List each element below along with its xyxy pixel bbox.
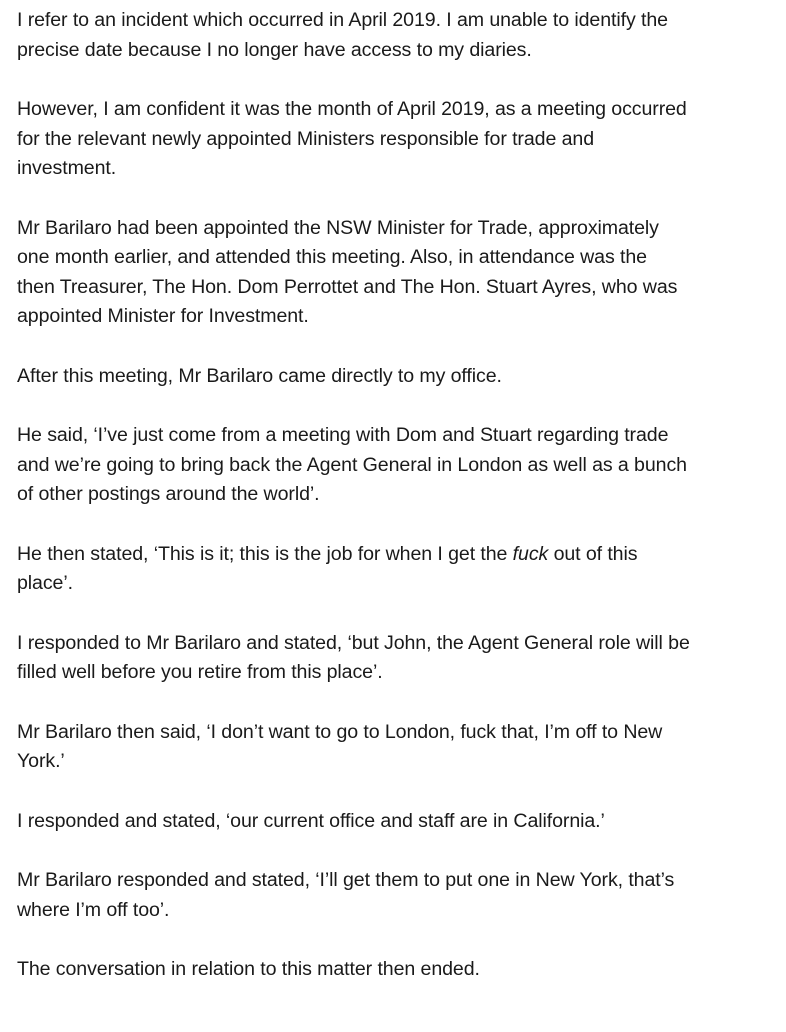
text-line: However, I am confident it was the month of April 2019, as a meeting occurred	[17, 98, 687, 120]
text-line: where I’m off too’.	[17, 898, 170, 921]
text-line: then Treasurer, The Hon. Dom Perrottet and The Hon. Stuart Ayres, who was	[17, 275, 678, 298]
text-run: out of this	[548, 542, 638, 565]
text-line: Mr Barilaro had been appointed the NSW Minister for Trade, approximately	[17, 216, 659, 239]
text-line: investment.	[17, 157, 117, 179]
text-line: The conversation in relation to this matter then ended.	[17, 958, 480, 980]
paragraph-this-is-it	[17, 540, 776, 599]
text-line: precise date because I no longer have access to my diaries.	[17, 38, 532, 61]
text-line: of other postings around the world’.	[17, 483, 320, 505]
text-line: place’.	[17, 572, 73, 594]
paragraph-attendees	[17, 214, 776, 332]
text-line	[17, 540, 776, 570]
text-line: I refer to an incident which occurred in April 2019. I am unable to identify the	[17, 9, 668, 31]
text-line: York.’	[17, 750, 65, 772]
paragraph-response-agent-general	[17, 629, 776, 688]
paragraph-new-york	[17, 718, 776, 777]
text-line: After this meeting, Mr Barilaro came directly to my office.	[17, 364, 502, 387]
paragraph-california	[17, 807, 776, 837]
paragraph-meeting-month	[17, 95, 776, 184]
paragraph-conversation-ended	[17, 955, 776, 985]
text-line: I responded to Mr Barilaro and stated, ‘but John, the Agent General role will be	[17, 631, 690, 654]
paragraph-put-one-in-new-york	[17, 866, 776, 925]
text-line: He said, ‘I’ve just come from a meeting with Dom and Stuart regarding trade	[17, 424, 669, 446]
paragraph-incident-intro	[17, 6, 776, 65]
text-line: for the relevant newly appointed Ministers responsible for trade and	[17, 127, 594, 150]
text-line: appointed Minister for Investment.	[17, 305, 309, 327]
italic-word: fuck	[512, 542, 549, 565]
text-line: and we’re going to bring back the Agent General in London as well as a bunch	[17, 453, 687, 476]
text-line: one month earlier, and attended this meeting. Also, in attendance was the	[17, 246, 647, 268]
text-line: filled well before you retire from this place’.	[17, 661, 383, 683]
paragraph-after-meeting	[17, 362, 776, 392]
text-line: Mr Barilaro responded and stated, ‘I’ll get them to put one in New York, that’s	[17, 869, 675, 891]
text-run: He then stated, ‘This is it; this is the job for when I get the	[17, 542, 513, 565]
text-line: Mr Barilaro then said, ‘I don’t want to go to London, fuck that, I’m off to New	[17, 720, 663, 743]
text-line: I responded and stated, ‘our current office and staff are in California.’	[17, 809, 605, 832]
paragraph-he-said	[17, 421, 776, 510]
